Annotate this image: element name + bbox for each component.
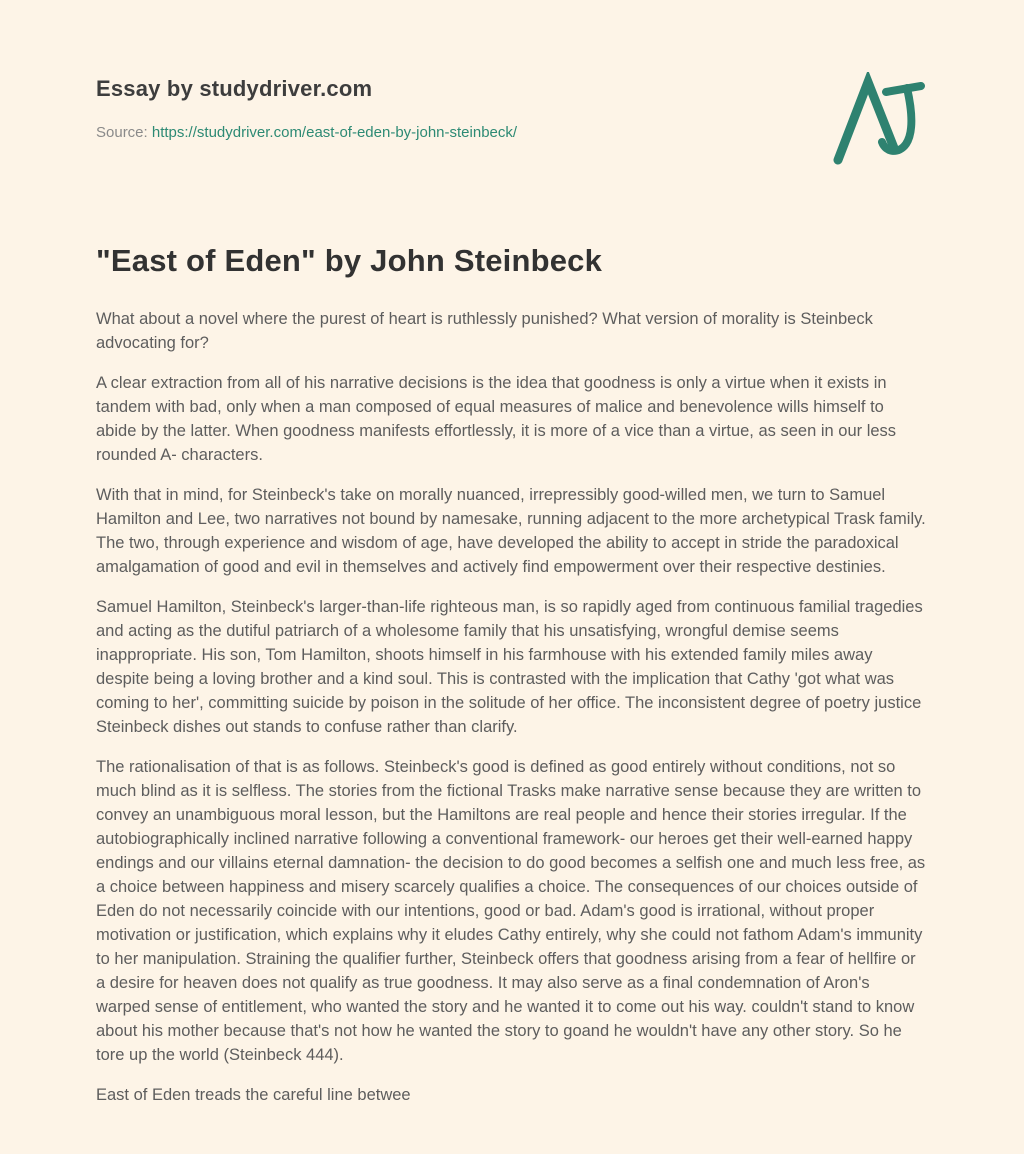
essay-by-heading: Essay by studydriver.com — [96, 76, 373, 101]
article-body — [96, 307, 928, 1107]
article-paragraph-truncated: East of Eden treads the careful line betwee — [96, 1086, 411, 1104]
article-title: "East of Eden" by John Steinbeck — [96, 243, 603, 278]
article-paragraph: With that in mind, for Steinbeck's take on morally nuanced, irrepressibly good-willed men, we turn to Samuel Hamilton and Lee, two narratives not bound by namesake, running adjacent to the more archetypical Trask family. The two, through experience and wisdom of age, have developed the ability to accept in stride the paradoxical amalgamation of good and evil in themselves and actively find empowerment over their respective destinies. — [96, 486, 926, 576]
document-header — [96, 76, 928, 141]
article-paragraph: A clear extraction from all of his narrative decisions is the idea that goodness is only a virtue when it exists in tandem with bad, only when a man composed of equal measures of malice and benevolence wills himself to abide by the latter. When goodness manifests effortlessly, it is more of a vice than a virtue, as seen in our less rounded A- characters. — [96, 374, 897, 464]
source-url-link[interactable]: https://studydriver.com/east-of-eden-by-john-steinbeck/ — [151, 124, 518, 141]
article-paragraph: The rationalisation of that is as follows. Steinbeck's good is defined as good entirely without conditions, not so much blind as it is selfless. The stories from the fictional Trasks make narrative sense because they are written to convey an unambiguous moral lesson, but the Hamiltons are real people and hence their stories irregular. If the autobiographically inclined narrative following a conventional framework- our heroes get their well-earned happy endings and our villains eternal damnation- the decision to do good becomes a selfish one and much less free, as a choice between happiness and misery scarcely qualifies a choice. The consequences of our choices outside of Eden do not necessarily coincide with our intentions, good or bad. Adam's good is irrational, without proper motivation or justification, which explains why it eludes Cathy entirely, why she could not fathom Adam's immunity to her manipulation. Straining the qualifier further, Steinbeck offers that goodness arising from a fear of hellfire or a desire for heaven does not qualify as true goodness. It may also serve as a final condemnation of Aron's warped sense of entitlement, who wanted the story and he wanted it to come out his way. couldn't stand to know about his mother because that's not how he wanted the story to goand he wouldn't have any other story. So he tore up the world (Steinbeck 444). — [96, 758, 926, 1064]
source-line — [96, 124, 928, 141]
article-paragraph: What about a novel where the purest of heart is ruthlessly punished? What version of morality is Steinbeck advocating for? — [96, 310, 873, 352]
source-label: Source: — [96, 124, 148, 141]
article-paragraph: Samuel Hamilton, Steinbeck's larger-than-life righteous man, is so rapidly aged from continuous familial tragedies and acting as the dutiful patriarch of a wholesome family that his unsatisfying, wrongful demise seems inappropriate. His son, Tom Hamilton, shoots himself in his farmhouse with his extended family miles away despite being a loving brother and a kind soul. This is contrasted with the implication that Cathy 'got what was coming to her', committing suicide by poison in the solitude of her office. The inconsistent degree of poetry justice Steinbeck dishes out stands to confuse rather than clarify. — [96, 598, 923, 736]
studydriver-logo-icon — [828, 72, 928, 167]
